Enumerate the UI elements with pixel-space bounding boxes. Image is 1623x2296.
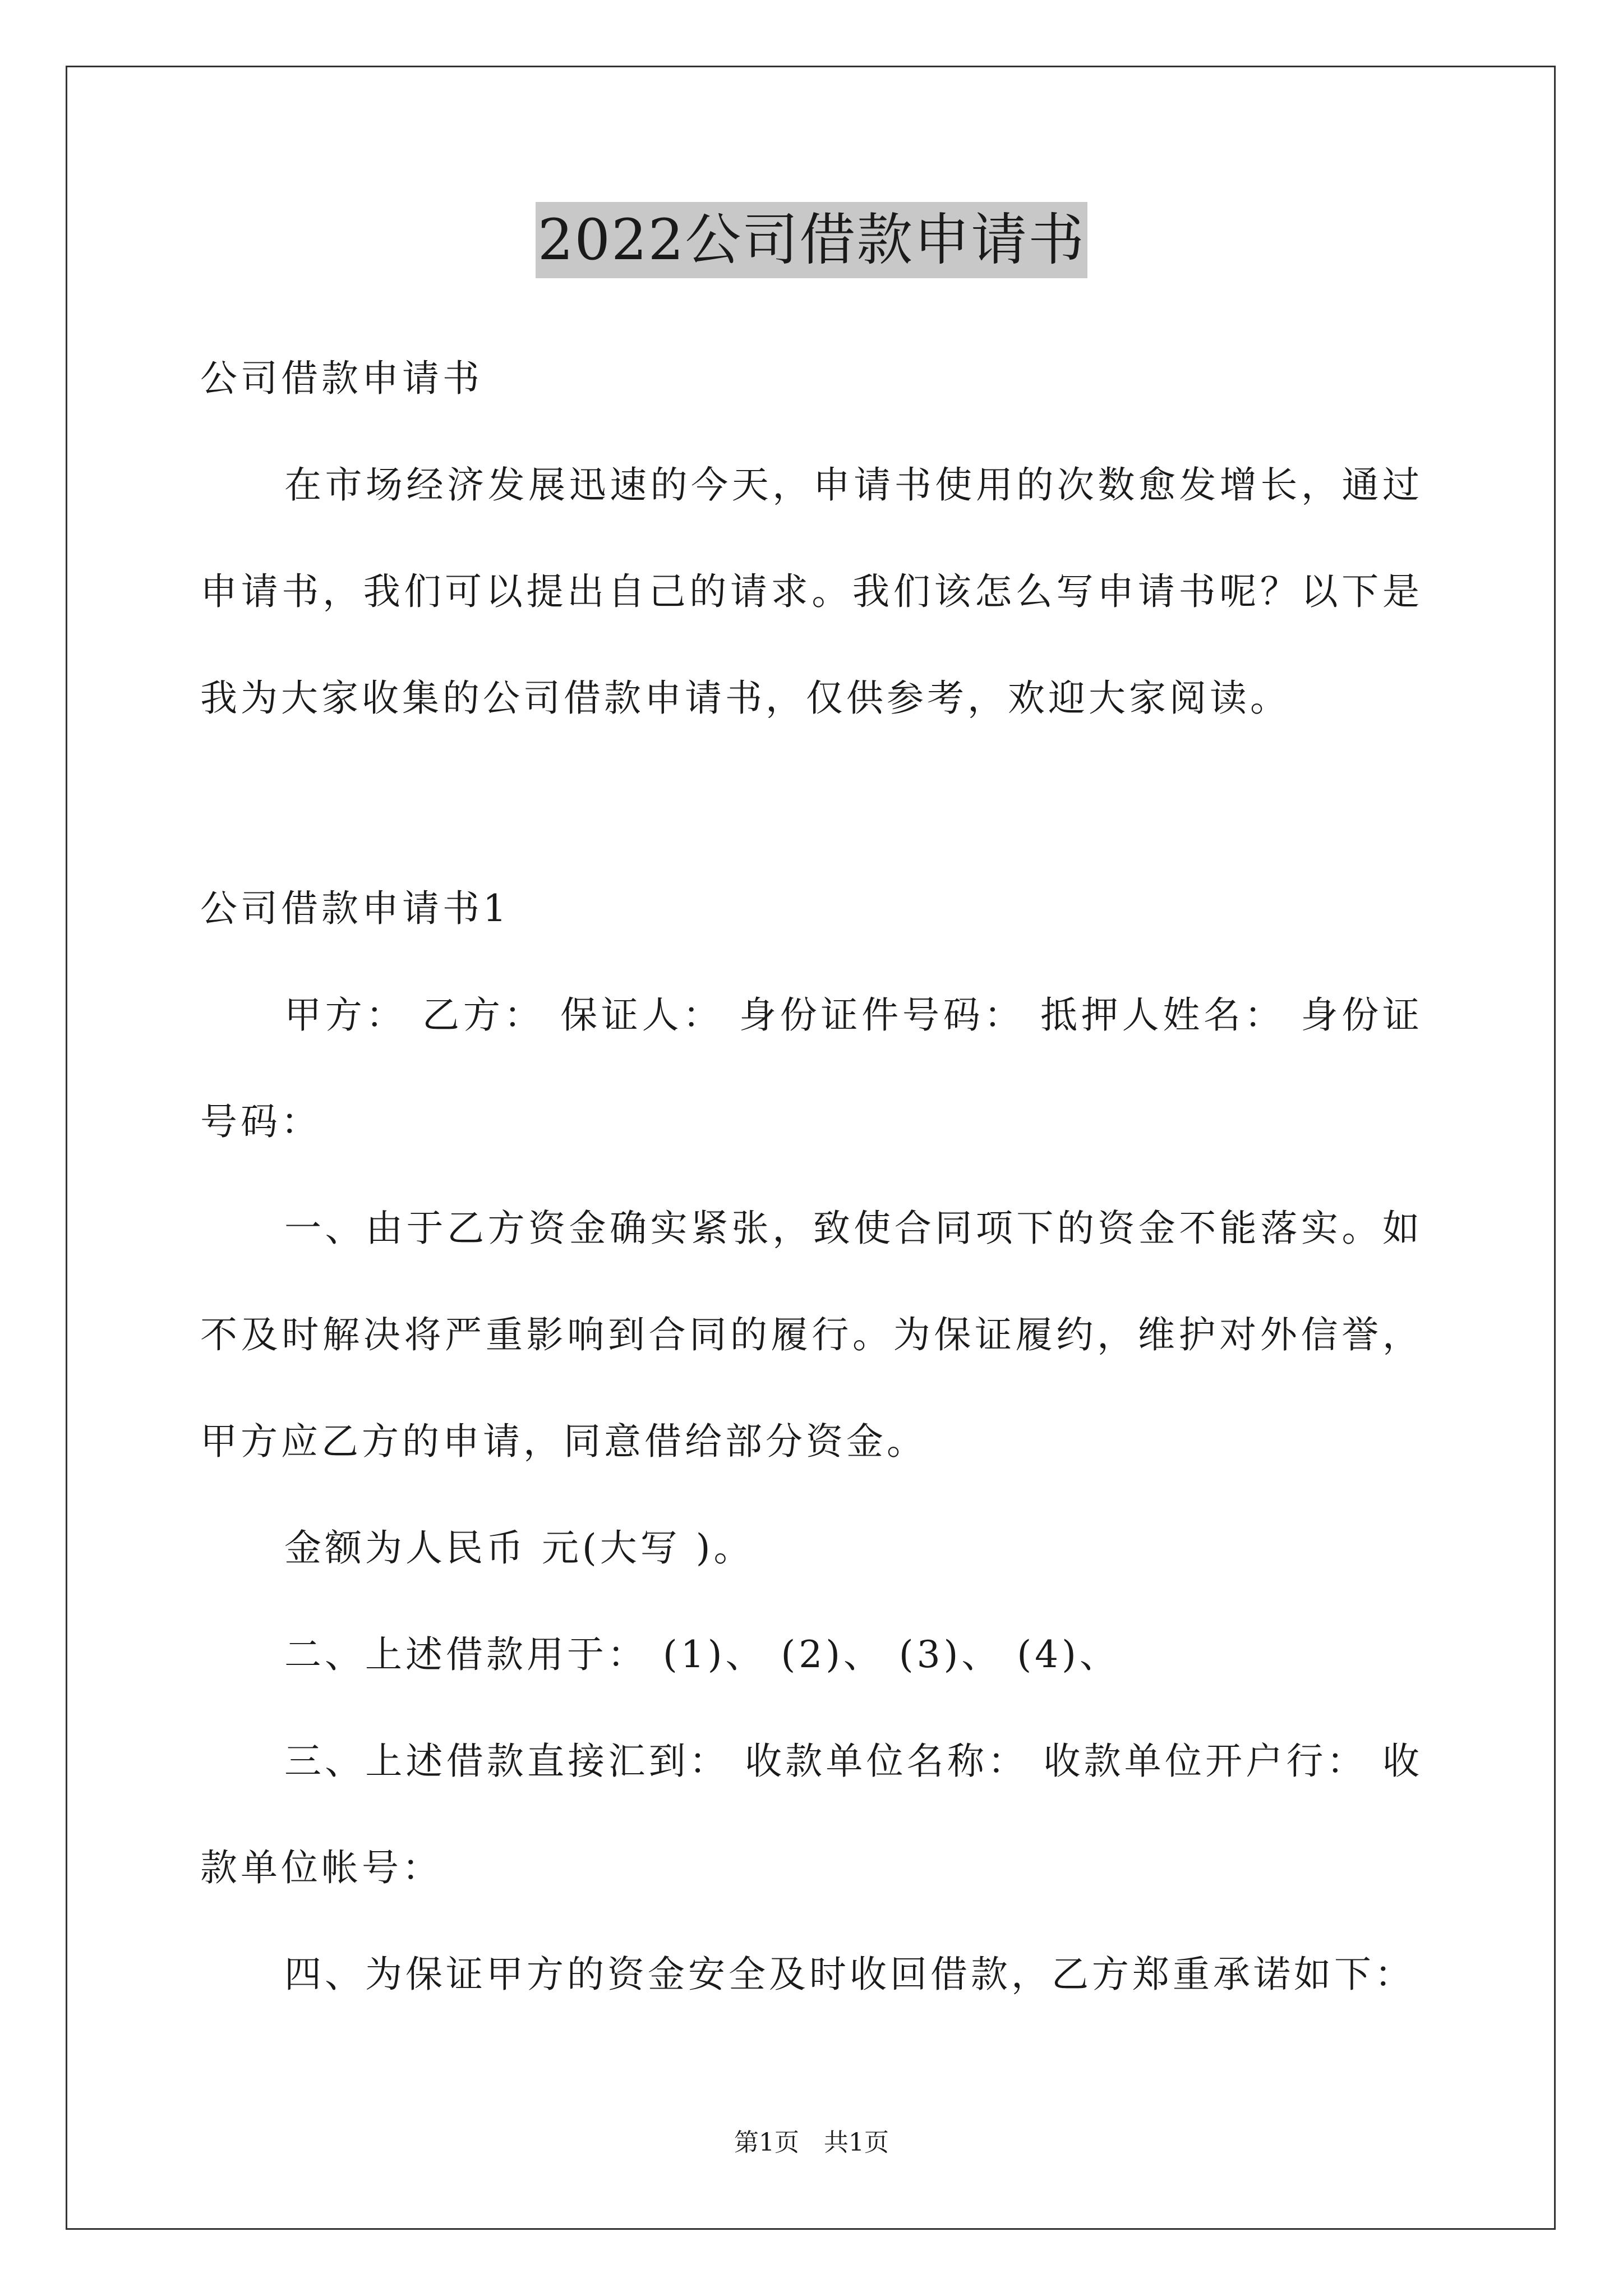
paragraph-line: 甲方应乙方的申请，同意借给部分资金。 [200,1420,927,1463]
paragraph-line: 款单位帐号： [200,1846,442,1889]
paragraph-line: 三、上述借款直接汇到： 收款单位名称： 收款单位开户行： 收 [284,1740,1423,1783]
title-container [0,202,1623,278]
paragraph-line: 二、上述借款用于： (1)、 (2)、 (3)、 (4)、 [284,1633,1120,1676]
paragraph-line: 申请书，我们可以提出自己的请求。我们该怎么写申请书呢？以下是 [200,570,1423,613]
page-footer: 第1页 共1页 [734,2128,889,2157]
section-heading: 公司借款申请书 [200,357,483,400]
paragraph-line: 四、为保证甲方的资金安全及时收回借款，乙方郑重承诺如下： [284,1953,1415,1996]
paragraph-line: 号码： [200,1100,321,1143]
paragraph-line: 我为大家收集的公司借款申请书，仅供参考，欢迎大家阅读。 [200,677,1290,720]
paragraph-line: 在市场经济发展迅速的今天，申请书使用的次数愈发增长，通过 [284,463,1423,507]
paragraph-line: 不及时解决将严重影响到合同的履行。为保证履约，维护对外信誉， [200,1313,1423,1356]
document-title: 2022公司借款申请书 [536,202,1088,278]
section-heading: 公司借款申请书1 [200,887,510,930]
paragraph-line: 金额为人民币 元(大写 )。 [284,1526,754,1570]
paragraph-line: 甲方： 乙方： 保证人： 身份证件号码： 抵押人姓名： 身份证 [284,993,1423,1037]
paragraph-line: 一、由于乙方资金确实紧张，致使合同项下的资金不能落实。如 [284,1207,1423,1250]
